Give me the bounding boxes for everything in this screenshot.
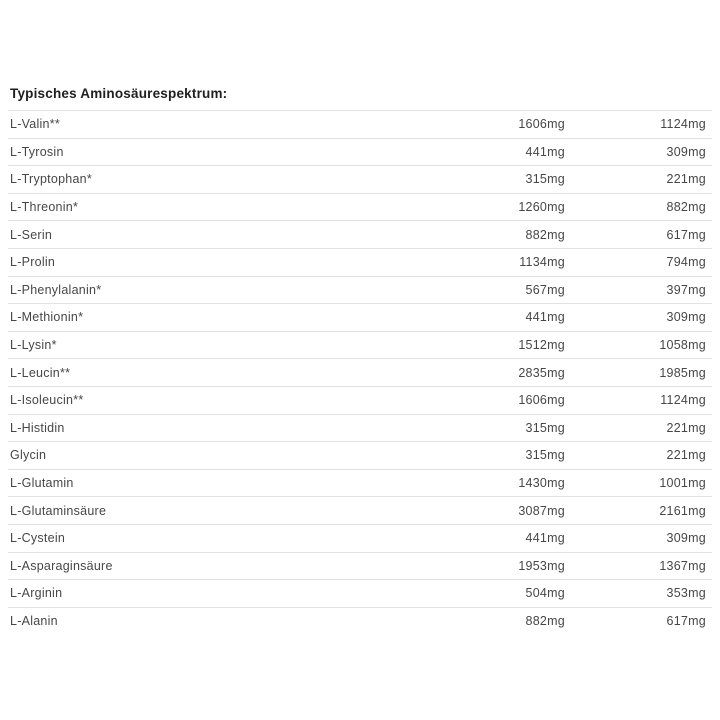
amino-name: L-Threonin* [10,200,79,215]
amino-name: L-Cystein [10,531,66,546]
table-row [8,470,712,498]
table-row [8,387,712,415]
amino-name: L-Lysin* [10,338,57,353]
table-row [8,166,712,194]
amino-value-col1: 882mg [525,614,565,629]
amino-value-col1: 315mg [525,448,565,463]
amino-value-col1: 3087mg [518,503,565,518]
amino-value-col1: 441mg [525,531,565,546]
table-row [8,249,712,277]
amino-value-col2: 309mg [666,144,706,159]
table-row [8,415,712,443]
table-row [8,580,712,608]
table-row [8,525,712,553]
amino-spectrum-table [8,110,712,635]
amino-name: L-Leucin** [10,365,71,380]
amino-value-col2: 353mg [666,586,706,601]
amino-value-col2: 1058mg [659,338,706,353]
amino-value-col2: 1001mg [659,476,706,491]
table-row [8,608,712,636]
table-row [8,553,712,581]
amino-name: L-Alanin [10,614,58,629]
amino-value-col1: 1260mg [518,200,565,215]
amino-name: L-Histidin [10,420,65,435]
amino-value-col1: 1134mg [519,255,565,270]
amino-value-col1: 1606mg [518,393,565,408]
table-row [8,111,712,139]
amino-value-col1: 441mg [525,144,565,159]
table-row [8,442,712,470]
amino-value-col2: 2161mg [659,503,706,518]
amino-name: L-Asparaginsäure [10,558,113,573]
amino-value-col2: 221mg [666,420,706,435]
amino-value-col2: 882mg [666,200,706,215]
amino-value-col1: 315mg [525,420,565,435]
table-row [8,332,712,360]
amino-value-col2: 1124mg [660,393,706,408]
amino-value-col1: 567mg [525,282,565,297]
amino-name: Glycin [10,448,47,463]
amino-name: L-Serin [10,227,53,242]
amino-value-col2: 1985mg [659,365,706,380]
table-row [8,359,712,387]
amino-name: L-Isoleucin** [10,393,84,408]
amino-value-col2: 1124mg [660,117,706,132]
amino-value-col1: 882mg [525,227,565,242]
amino-value-col2: 221mg [666,172,706,187]
amino-spectrum-section [8,86,712,635]
amino-value-col1: 504mg [525,586,565,601]
amino-name: L-Tyrosin [10,144,64,159]
amino-value-col2: 617mg [666,614,706,629]
amino-value-col2: 617mg [666,227,706,242]
amino-name: L-Tryptophan* [10,172,92,187]
amino-value-col2: 221mg [666,448,706,463]
table-row [8,277,712,305]
amino-value-col2: 309mg [666,531,706,546]
table-row [8,497,712,525]
amino-name: L-Phenylalanin* [10,282,102,297]
amino-name: L-Glutaminsäure [10,503,107,518]
amino-name: L-Arginin [10,586,63,601]
amino-value-col1: 1430mg [518,476,565,491]
amino-name: L-Glutamin [10,476,74,491]
amino-value-col2: 1367mg [659,558,706,573]
amino-name: L-Prolin [10,255,56,270]
table-row [8,221,712,249]
table-row [8,194,712,222]
amino-value-col2: 794mg [666,255,706,270]
table-row [8,304,712,332]
amino-value-col1: 1606mg [518,117,565,132]
table-row [8,139,712,167]
amino-spectrum-title: Typisches Aminosäurespektrum: [10,86,228,101]
amino-value-col1: 315mg [525,172,565,187]
amino-name: L-Valin** [10,117,60,132]
amino-value-col1: 441mg [525,310,565,325]
amino-value-col2: 397mg [666,282,706,297]
amino-value-col1: 1512mg [518,338,565,353]
amino-value-col2: 309mg [666,310,706,325]
amino-name: L-Methionin* [10,310,84,325]
amino-value-col1: 1953mg [518,558,565,573]
amino-value-col1: 2835mg [518,365,565,380]
